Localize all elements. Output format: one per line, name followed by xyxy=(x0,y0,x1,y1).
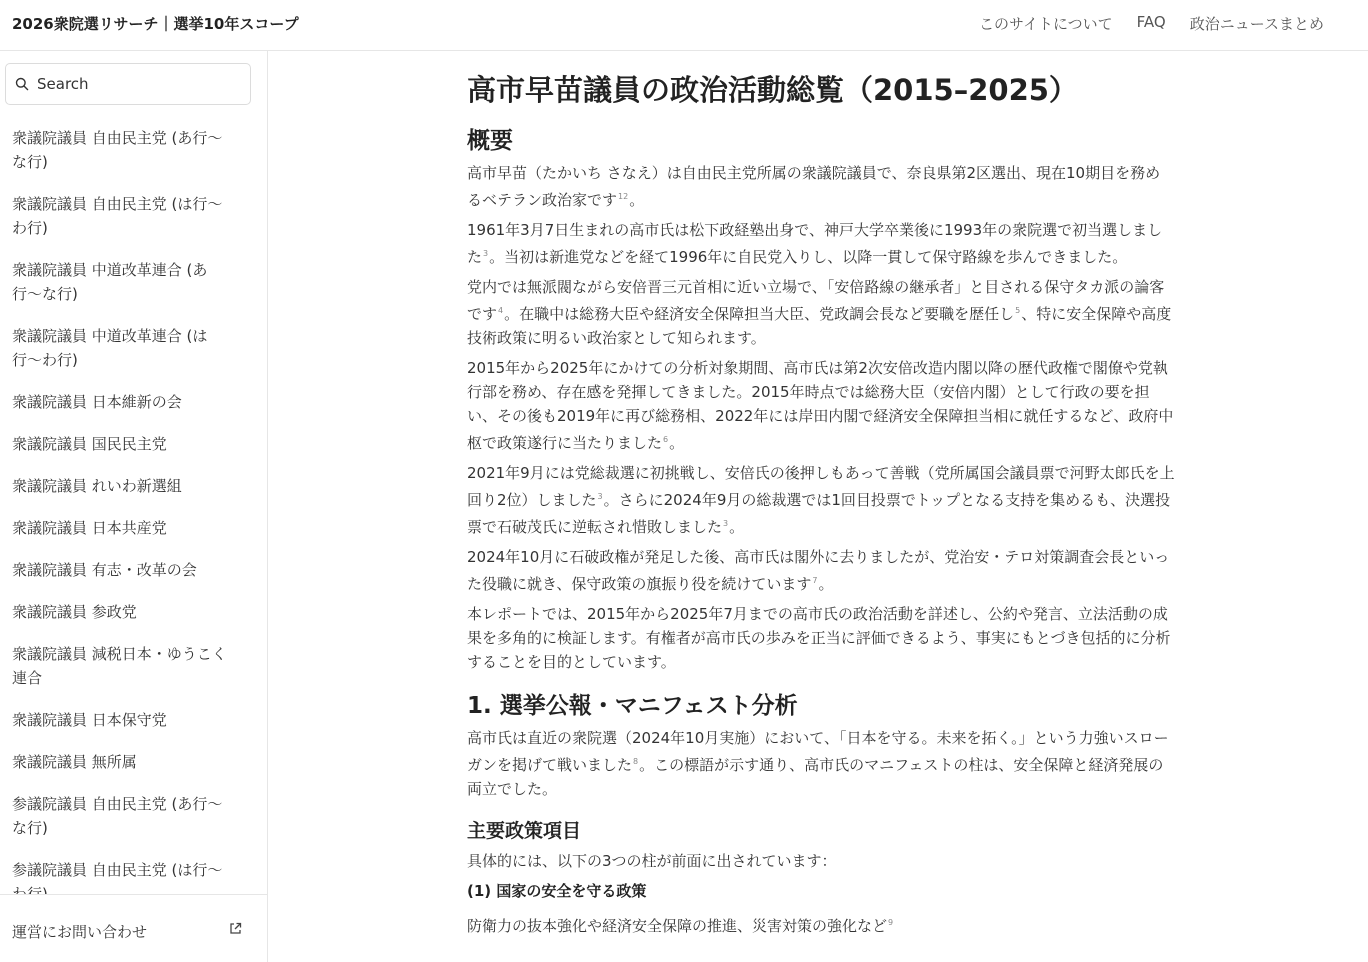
sidebar-item[interactable]: 衆議院議員 れいわ新選組 xyxy=(12,477,182,495)
article xyxy=(467,69,1175,944)
paragraph-text: 。さらに2024年9月の総裁選では1回目投票でトップとなる支持を集めるも、決選投票で石破茂氏に逆転され惜敗しました xyxy=(467,491,1171,536)
sidebar-item[interactable]: 参議院議員 自由民主党 (あ行〜な行) xyxy=(12,795,223,837)
paragraph xyxy=(467,218,1175,269)
sidebar-item[interactable]: 衆議院議員 自由民主党 (あ行〜な行) xyxy=(12,129,223,171)
sidebar-item[interactable]: 衆議院議員 中道改革連合 (は行〜わ行) xyxy=(12,327,208,369)
paragraph-text: 党内では無派閥ながら安倍晋三元首相に近い立場で、「安倍路線の継承者」と目される保守タカ派の論客です xyxy=(467,278,1165,323)
citation-link[interactable]: 3 xyxy=(723,519,729,528)
paragraph xyxy=(467,275,1175,350)
sidebar-item[interactable]: 衆議院議員 減税日本・ゆうこく連合 xyxy=(12,645,227,687)
sidebar-item[interactable]: 参議院議員 自由民主党 (は行〜 xyxy=(12,861,223,879)
subsection-heading: 主要政策項目 xyxy=(467,820,582,842)
paragraph-text: 防衛力の抜本強化や経済安全保障の推進、災害対策の強化など xyxy=(467,917,888,935)
paragraph xyxy=(467,161,1175,212)
paragraph-text: 。当初は新進党などを経て1996年に自民党入りし、以降一貫して保守路線を歩んできました。 xyxy=(489,248,1128,266)
sidebar-item[interactable]: 衆議院議員 日本維新の会 xyxy=(12,393,182,411)
sidebar-item[interactable]: 衆議院議員 中道改革連合 (あ行〜な行) xyxy=(12,261,208,303)
paragraph xyxy=(467,545,1175,596)
paragraph xyxy=(467,356,1175,455)
overview-heading: 概要 xyxy=(467,128,513,154)
paragraph xyxy=(467,911,1175,938)
citation-link[interactable]: 12 xyxy=(618,192,629,201)
paragraph-text: 高市氏は直近の衆院選（2024年10月実施）において、「日本を守る。未来を拓く。」という力強いスローガンを掲げて戦いました xyxy=(467,729,1169,774)
sidebar-item[interactable]: 衆議院議員 参政党 xyxy=(12,603,137,621)
paragraph-text: 。 xyxy=(729,518,745,536)
paragraph-text: 2015年から2025年にかけての分析対象期間、高市氏は第2次安倍改造内閣以降の歴代政権で閣僚や党執行部を務め、存在感を発揮してきました。2015年時点では総務大臣（安倍内閣）として行政の要を担い、その後も2019年に再び総務相、2022年には岸田内閣で経済安全保障担当相に就任するなど、政府中枢で政策遂行に当たりました xyxy=(467,359,1174,452)
sidebar-nav xyxy=(0,123,267,893)
paragraph xyxy=(467,461,1175,539)
nav-about-link[interactable]: このサイトについて xyxy=(979,15,1113,33)
paragraph-text: 、特に安全保障や高度技術政策に明るい政治家として知られます。 xyxy=(467,305,1172,347)
paragraph-text: 高市早苗（たかいち さなえ）は自由民主党所属の衆議院議員で、奈良県第2区選出、現在10期目を務めるベテラン政治家です xyxy=(467,164,1161,209)
citation-link[interactable]: 7 xyxy=(812,576,818,585)
sidebar-item[interactable]: 衆議院議員 国民民主党 xyxy=(12,435,167,453)
sidebar-footer xyxy=(0,894,267,962)
sidebar-item[interactable]: 衆議院議員 自由民主党 (は行〜わ行) xyxy=(12,195,223,237)
citation-link[interactable]: 3 xyxy=(597,492,603,501)
citation-link[interactable]: 5 xyxy=(1015,306,1021,315)
pillar-heading: (1) 国家の安全を守る政策 xyxy=(467,882,647,900)
site-title[interactable]: 2026衆院選リサーチ｜選挙10年スコープ xyxy=(12,15,299,33)
section-heading: 1. 選挙公報・マニフェスト分析 xyxy=(467,693,798,719)
paragraph-text: 具体的には、以下の3つの柱が前面に出されています： xyxy=(467,852,837,870)
paragraph-text: 。 xyxy=(818,575,834,593)
nav-faq-link[interactable]: FAQ xyxy=(1136,13,1166,31)
paragraph-text: 本レポートでは、2015年から2025年7月までの高市氏の政治活動を詳述し、公約や発言、立法活動の成果を多角的に検証します。有権者が高市氏の歩みを正当に評価できるよう、事実にもとづき包括的に分析することを目的としています。 xyxy=(467,605,1171,671)
search-box[interactable] xyxy=(5,63,251,105)
top-nav xyxy=(979,13,1324,34)
paragraph xyxy=(467,726,1175,801)
top-header xyxy=(0,0,1368,51)
paragraph-text: 。 xyxy=(629,191,645,209)
sidebar-item[interactable]: 衆議院議員 日本保守党 xyxy=(12,711,167,729)
sidebar-item[interactable]: 衆議院議員 日本共産党 xyxy=(12,519,167,537)
page-title: 高市早苗議員の政治活動総覧（2015–2025） xyxy=(467,73,1078,107)
sidebar xyxy=(0,51,268,962)
citation-link[interactable]: 9 xyxy=(888,918,894,927)
paragraph xyxy=(467,602,1175,674)
paragraph-text: 。この標語が示す通り、高市氏のマニフェストの柱は、安全保障と経済発展の両立でした。 xyxy=(467,756,1164,798)
nav-news-link[interactable]: 政治ニュースまとめ xyxy=(1189,15,1324,33)
citation-link[interactable]: 8 xyxy=(633,757,639,766)
external-link-icon[interactable] xyxy=(228,921,243,936)
search-icon xyxy=(15,77,29,91)
paragraph-text: 1961年3月7日生まれの高市氏は松下政経塾出身で、神戸大学卒業後に1993年の衆院選で初当選しました xyxy=(467,221,1163,266)
citation-link[interactable]: 3 xyxy=(483,249,489,258)
paragraph-text: 2024年10月に石破政権が発足した後、高市氏は閣外に去りましたが、党治安・テロ対策調査会長といった役職に就き、保守政策の旗振り役を続けています xyxy=(467,548,1170,593)
paragraph-text: 2021年9月には党総裁選に初挑戦し、安倍氏の後押しもあって善戦（党所属国会議員票で河野太郎氏を上回り2位）しました xyxy=(467,464,1175,509)
paragraph xyxy=(467,849,1175,873)
paragraph-text: 。在職中は総務大臣や経済安全保障担当大臣、党政調会長など要職を歴任し xyxy=(504,305,1015,323)
paragraph-text: 。 xyxy=(669,434,685,452)
contact-link[interactable]: 運営にお問い合わせ xyxy=(12,923,148,941)
citation-link[interactable]: 4 xyxy=(498,306,504,315)
main-content xyxy=(268,51,1368,962)
sidebar-item[interactable]: 衆議院議員 有志・改革の会 xyxy=(12,561,197,579)
citation-link[interactable]: 6 xyxy=(663,435,669,444)
sidebar-item[interactable]: 衆議院議員 無所属 xyxy=(12,753,137,771)
search-placeholder: Search xyxy=(37,75,89,93)
